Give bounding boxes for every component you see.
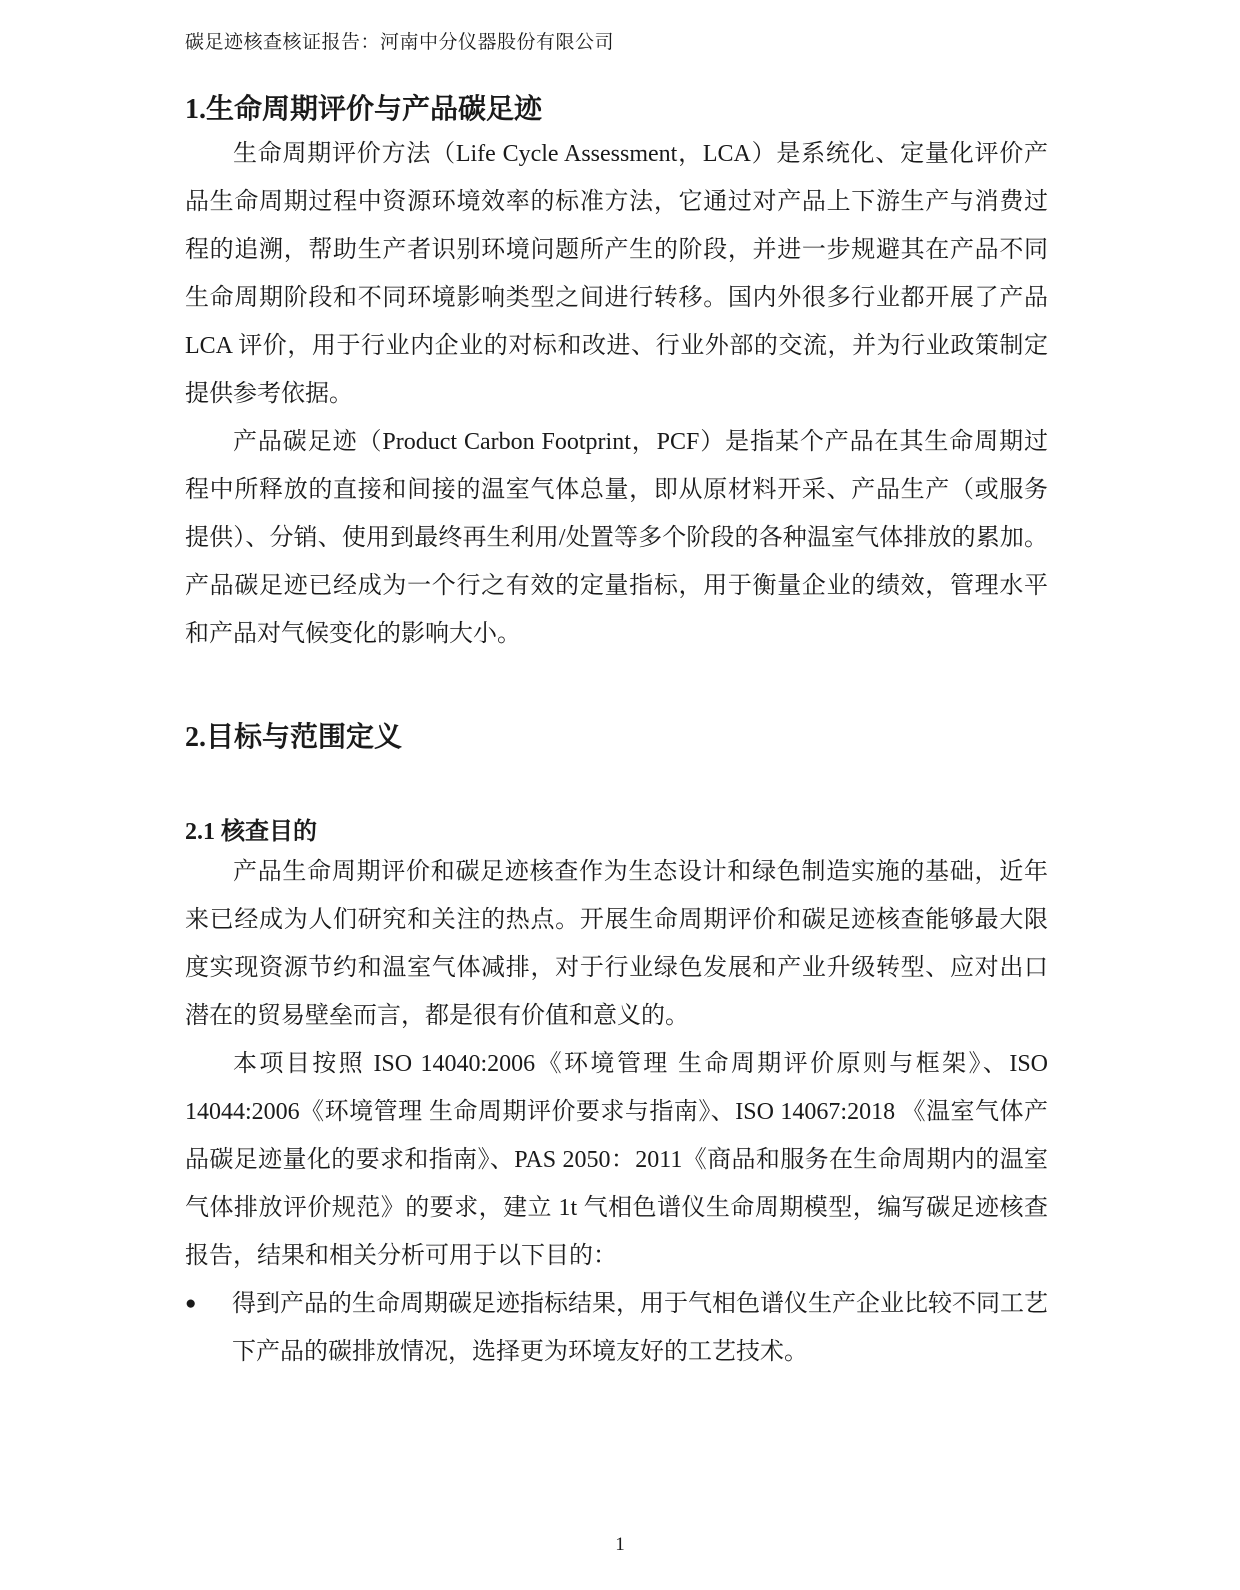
section-2-1-paragraph-purpose: 产品生命周期评价和碳足迹核查作为生态设计和绿色制造实施的基础，近年来已经成为人们研究和关注的热点。开展生命周期评价和碳足迹核查能够最大限度实现资源节约和温室气体减排，对于行业绿色发展和产业升级转型、应对出口潜在的贸易壁垒而言，都是很有价值和意义的。 xyxy=(185,859,1048,1029)
page-number: 1 xyxy=(615,1534,625,1555)
section-2-1-paragraph-standards: 本项目按照 ISO 14040:2006《环境管理 生命周期评价原则与框架》、ISO 14044:2006《环境管理 生命周期评价要求与指南》、ISO 14067:2018 《温室气体产品碳足迹量化的要求和指南》、PAS 2050：2011《商品和服务在生命周期内的温室气体排放评价规范》的要求，建立 1t 气相色谱仪生命周期模型，编写碳足迹核查报告，结果和相关分析可用于以下目的： xyxy=(185,1051,1048,1269)
section-2-1-heading: 2.1 核查目的 xyxy=(185,819,317,845)
section-1-paragraph-lca: 生命周期评价方法（Life Cycle Assessment，LCA）是系统化、定量化评价产品生命周期过程中资源环境效率的标准方法，它通过对产品上下游生产与消费过程的追溯，帮助生产者识别环境问题所产生的阶段，并进一步规避其在产品不同生命周期阶段和不同环境影响类型之间进行转移。国内外很多行业都开展了产品 LCA 评价，用于行业内企业的对标和改进、行业外部的交流，并为行业政策制定提供参考依据。 xyxy=(185,141,1048,407)
document-header-title: 碳足迹核查核证报告：河南中分仪器股份有限公司 xyxy=(185,32,615,53)
bullet-item xyxy=(185,1280,1048,1376)
bullet-item-text: 得到产品的生命周期碳足迹指标结果，用于气相色谱仪生产企业比较不同工艺下产品的碳排放情况，选择更为环境友好的工艺技术。 xyxy=(232,1291,1048,1365)
section-1-heading: 1.生命周期评价与产品碳足迹 xyxy=(185,94,543,125)
bullet-icon: ● xyxy=(185,1293,197,1314)
section-1-paragraph-pcf: 产品碳足迹（Product Carbon Footprint，PCF）是指某个产品在其生命周期过程中所释放的直接和间接的温室气体总量，即从原材料开采、产品生产（或服务提供）、分销、使用到最终再生利用/处置等多个阶段的各种温室气体排放的累加。产品碳足迹已经成为一个行之有效的定量指标，用于衡量企业的绩效，管理水平和产品对气候变化的影响大小。 xyxy=(185,429,1048,647)
section-2-heading: 2.目标与范围定义 xyxy=(185,722,403,753)
